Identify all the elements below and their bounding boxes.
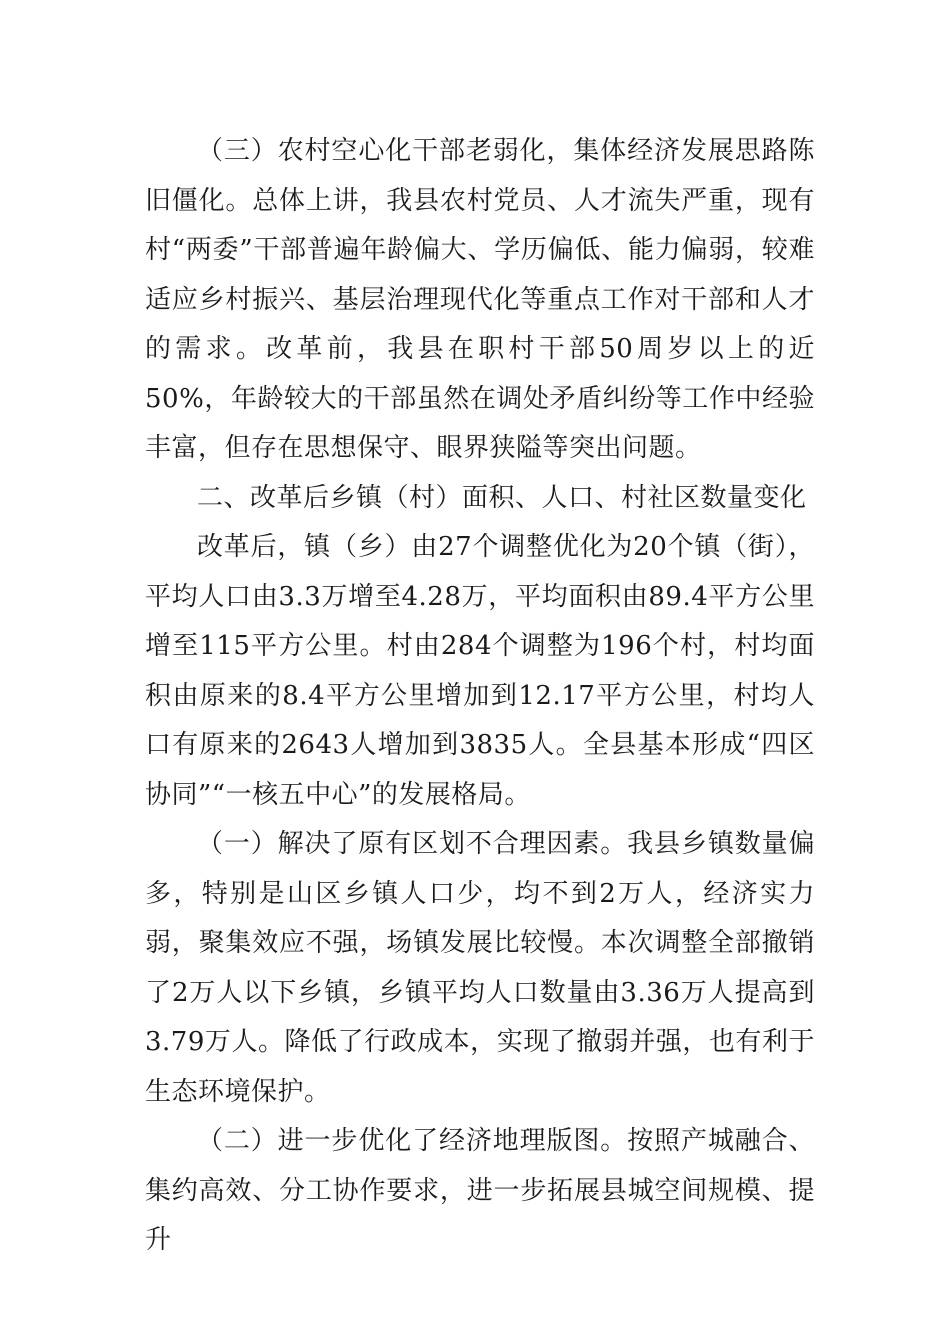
paragraph-economic-map-optimized: （二）进一步优化了经济地理版图。按照产城融合、集约高效、分工协作要求，进一步拓展县城空间规模、提升: [145, 1126, 815, 1255]
paragraph-cadre-aging: （三）农村空心化干部老弱化，集体经济发展思路陈旧僵化。总体上讲，我县农村党员、人才流失严重，现有村“两委”干部普遍年龄偏大、学历偏低、能力偏弱，较难适应乡村振兴、基层治理现代化等重点工作对干部和人才的需求。改革前，我县在职村干部50周岁以上的近50%，年龄较大的干部虽然在调处矛盾纠纷等工作中经验丰富，但存在思想保守、眼界狭隘等突出问题。: [145, 136, 815, 463]
document-body: [145, 127, 815, 1266]
section-heading-post-reform-changes: 二、改革后乡镇（村）面积、人口、村社区数量变化: [197, 482, 807, 513]
paragraph-zoning-issues-resolved: （一）解决了原有区划不合理因素。我县乡镇数量偏多，特别是山区乡镇人口少，均不到2万人，经济实力弱，聚集效应不强，场镇发展比较慢。本次调整全部撤销了2万人以下乡镇，乡镇平均人口数量由3.36万人提高到3.79万人。降低了行政成本，实现了撤弱并强，也有利于生态环境保护。: [145, 829, 815, 1107]
paragraph-post-reform-summary: 改革后，镇（乡）由27个调整优化为20个镇（街），平均人口由3.3万增至4.28万，平均面积由89.4平方公里增至115平方公里。村由284个调整为196个村，村均面积由原来的8.4平方公里增加到12.17平方公里，村均人口有原来的2643人增加到3835人。全县基本形成“四区协同”“一核五中心”的发展格局。: [145, 532, 815, 810]
